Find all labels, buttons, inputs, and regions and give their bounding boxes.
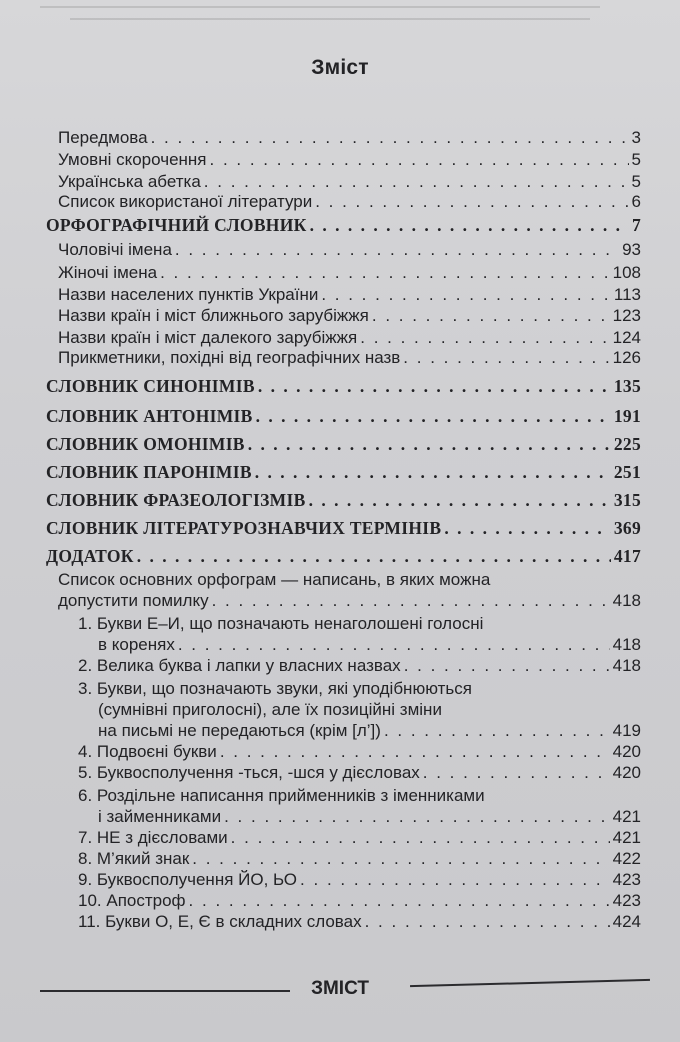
toc-section-homonyms (46, 434, 641, 455)
toc-entry-label: 4. Подвоєні букви (78, 742, 217, 761)
leader-dots (365, 912, 610, 932)
toc-entry-label: Українська абетка (58, 172, 201, 191)
running-footer: ЗМІСТ (311, 978, 369, 999)
toc-page-number: 419 (612, 721, 641, 740)
toc-entry-label: 11. Букви О, Е, Є в складних словах (78, 912, 362, 931)
leader-dots (321, 285, 611, 305)
leader-dots (220, 742, 610, 762)
toc-page-number: 3 (631, 128, 641, 147)
toc-page-number: 418 (612, 635, 641, 654)
toc-page-number: 424 (612, 912, 641, 931)
toc-entry-label: Передмова (58, 128, 148, 147)
leader-dots (137, 546, 611, 567)
toc-entry-label: 10. Апостроф (78, 891, 186, 910)
leader-dots (255, 462, 611, 483)
toc-page-number: 7 (631, 215, 641, 235)
toc-section-label: СЛОВНИК АНТОНІМІВ (46, 406, 253, 426)
toc-entry-label: Чоловічі імена (58, 240, 172, 259)
leader-dots (404, 656, 610, 676)
toc-entry-label: Прикметники, похідні від географічних назв (58, 348, 401, 367)
leader-dots (248, 434, 611, 455)
toc-page-number: 93 (622, 240, 641, 259)
toc-entry-label: в коренях (98, 635, 175, 654)
toc-entry-label: і займенниками (98, 807, 222, 826)
toc-section-orthographic (46, 215, 641, 236)
leader-dots (178, 635, 610, 655)
toc-entry-male-names (58, 240, 641, 260)
toc-page-number: 135 (613, 376, 641, 396)
toc-entry-abbreviations (58, 150, 641, 170)
toc-item-3-line2: (сумнівні приголосні), але їх позиційні зміни (98, 700, 442, 719)
toc-item-6-line1: 6. Роздільне написання прийменників з іменниками (78, 786, 485, 805)
leader-dots (204, 172, 629, 192)
toc-item-4 (78, 742, 641, 762)
toc-entry-label: 5. Буквосполучення -ться, -шся у дієсловах (78, 763, 420, 782)
toc-item-10 (78, 891, 641, 911)
toc-section-label: СЛОВНИК ЛІТЕРАТУРОЗНАВЧИХ ТЕРМІНІВ (46, 518, 442, 538)
toc-item-9 (78, 870, 641, 890)
toc-entry-label: 2. Велика буква і лапки у власних назвах (78, 656, 401, 675)
leader-dots (310, 215, 629, 236)
toc-item-6 (98, 807, 641, 827)
toc-section-label: СЛОВНИК СИНОНІМІВ (46, 376, 255, 396)
toc-page-number: 5 (631, 172, 641, 191)
toc-entry-label: Назви країн і міст далекого зарубіжжя (58, 328, 358, 347)
toc-page-number: 251 (613, 462, 641, 482)
toc-page-number: 423 (612, 891, 641, 910)
toc-section-phraseologisms (46, 490, 641, 511)
toc-entry-near-abroad (58, 306, 641, 326)
toc-section-label: ДОДАТОК (46, 546, 134, 566)
toc-item-1 (98, 635, 641, 655)
leader-dots (444, 518, 610, 539)
toc-entry-far-abroad (58, 328, 641, 348)
toc-entry-label: Умовні скорочення (58, 150, 207, 169)
toc-entry-spelling-list (58, 591, 641, 611)
toc-item-3-line1: 3. Букви, що позначають звуки, які уподібнюються (78, 679, 472, 698)
toc-entry-label: Список використаної літератури (58, 192, 313, 211)
toc-page-number: 418 (612, 656, 641, 675)
toc-item-1-line1: 1. Букви Е–И, що позначають ненаголошені голосні (78, 614, 484, 633)
leader-dots (210, 150, 629, 170)
leader-dots (300, 870, 610, 890)
toc-entry-adjectives (58, 348, 641, 368)
toc-section-antonyms (46, 406, 641, 427)
toc-entry-label: Жіночі імена (58, 263, 158, 282)
toc-page-number: 418 (612, 591, 641, 610)
toc-page-number: 225 (613, 434, 641, 454)
toc-entry-foreword (58, 128, 641, 148)
toc-section-label: СЛОВНИК ПАРОНІМІВ (46, 462, 252, 482)
toc-section-synonyms (46, 376, 641, 397)
toc-entry-settlements (58, 285, 641, 305)
toc-entry-label: 7. НЕ з дієсловами (78, 828, 228, 847)
toc-item-8 (78, 849, 641, 869)
toc-page-number: 417 (613, 546, 641, 566)
toc-entry-label: Назви населених пунктів України (58, 285, 319, 304)
leader-dots (315, 192, 628, 212)
toc-page-number: 420 (612, 763, 641, 782)
leader-dots (372, 306, 610, 326)
toc-page-number: 191 (613, 406, 641, 426)
toc-section-literary-terms (46, 518, 641, 539)
leader-dots (423, 763, 610, 783)
toc-page-number: 6 (631, 192, 641, 211)
toc-section-appendix (46, 546, 641, 567)
toc-page-number: 124 (612, 328, 641, 347)
toc-item-7 (78, 828, 641, 848)
leader-dots (189, 891, 610, 911)
leader-dots (360, 328, 609, 348)
toc-page-number: 315 (613, 490, 641, 510)
toc-entry-label: 8. М’який знак (78, 849, 190, 868)
toc-item-3 (98, 721, 641, 741)
leader-dots (256, 406, 611, 427)
leader-dots (175, 240, 619, 260)
leader-dots (403, 348, 609, 368)
leader-dots (160, 263, 610, 283)
toc-entry-label: 9. Буквосполучення ЙО, ЬО (78, 870, 298, 889)
toc-entry-label: на письмі не передаються (крім [л’]) (98, 721, 381, 740)
toc-entry-female-names (58, 263, 641, 283)
toc-entry-bibliography (58, 192, 641, 212)
toc-entry-label: Назви країн і міст ближнього зарубіжжя (58, 306, 369, 325)
leader-dots (384, 721, 610, 741)
toc-page-number: 420 (612, 742, 641, 761)
toc-section-label: СЛОВНИК ОМОНІМІВ (46, 434, 245, 454)
leader-dots (309, 490, 611, 511)
toc-page-number: 421 (612, 828, 641, 847)
toc-section-label: СЛОВНИК ФРАЗЕОЛОГІЗМІВ (46, 490, 306, 510)
toc-entry-label: допустити помилку (58, 591, 209, 610)
toc-entry-alphabet (58, 172, 641, 192)
toc-page-number: 423 (612, 870, 641, 889)
toc-page-number: 123 (612, 306, 641, 325)
leader-dots (192, 849, 609, 869)
toc-page-number: 108 (612, 263, 641, 282)
toc-entry-spelling-list-line1: Список основних орфограм — написань, в яких можна (58, 570, 491, 589)
page-title: Зміст (311, 56, 369, 79)
toc-page-number: 113 (613, 285, 641, 304)
toc-page-number: 126 (612, 348, 641, 367)
leader-dots (151, 128, 629, 148)
leader-dots (212, 591, 610, 611)
toc-page-number: 369 (613, 518, 641, 538)
leader-dots (258, 376, 611, 397)
toc-item-11 (78, 912, 641, 932)
toc-page-number: 5 (631, 150, 641, 169)
toc-page-number: 421 (612, 807, 641, 826)
toc-item-5 (78, 763, 641, 783)
leader-dots (231, 828, 610, 848)
toc-section-label: ОРФОГРАФІЧНИЙ СЛОВНИК (46, 215, 307, 235)
toc-page-number: 422 (612, 849, 641, 868)
toc-item-2 (78, 656, 641, 676)
toc-section-paronyms (46, 462, 641, 483)
leader-dots (224, 807, 610, 827)
